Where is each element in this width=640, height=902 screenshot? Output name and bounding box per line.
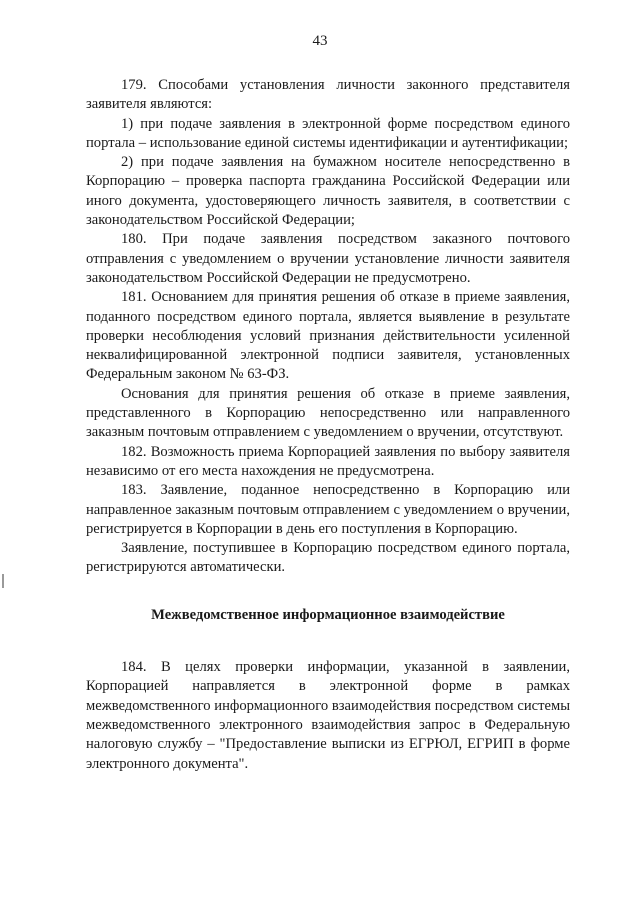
paragraph-181-continued: Основания для принятия решения об отказе в приеме заявления, представленного в Корпорацию непосредственно или направленного заказным почтовым отправлением с уведомлением о вручении, отсутствуют.	[86, 385, 570, 441]
paragraph-184: 184. В целях проверки информации, указанной в заявлении, Корпорацией направляется в электронной форме в рамках межведомственного информационного взаимодействия посредством системы межведомственного электронного взаимодействия запрос в Федеральную налоговую службу – "Предоставление выписки из ЕГРЮЛ, ЕГРИП в форме электронного документа".	[86, 659, 570, 772]
paragraph-179-item-2: 2) при подаче заявления на бумажном носителе непосредственно в Корпорацию – проверка паспорта гражданина Российской Федерации или иного документа, удостоверяющего личность заявителя, в соответствии с законодательством Российской Федерации;	[86, 154, 570, 229]
document-body	[86, 76, 570, 774]
page-number: 43	[312, 33, 328, 49]
section-heading: Межведомственное информационное взаимодействие	[151, 606, 505, 623]
paragraph-179-item-1: 1) при подаче заявления в электронной форме посредством единого портала – использование единой системы идентификации и аутентификации;	[86, 115, 570, 151]
paragraph-183-continued: Заявление, поступившее в Корпорацию посредством единого портала, регистрируются автоматически.	[86, 540, 570, 576]
scan-artifact-mark	[2, 574, 4, 588]
paragraph-180: 180. При подаче заявления посредством заказного почтового отправления с уведомлением о вручении установление личности заявителя законодательством Российской Федерации не предусмотрено.	[86, 231, 570, 286]
paragraph-183: 183. Заявление, поданное непосредственно в Корпорацию или направленное заказным почтовым отправлением с уведомлением о вручении, регистрируется в Корпорации в день его поступления в Корпорацию.	[86, 482, 570, 537]
paragraph-179: 179. Способами установления личности законного представителя заявителя являются:	[86, 77, 570, 113]
paragraph-182: 182. Возможность приема Корпорацией заявления по выбору заявителя независимо от его места нахождения не предусмотрена.	[86, 443, 570, 479]
paragraph-181: 181. Основанием для принятия решения об отказе в приеме заявления, поданного посредством единого портала, является выявление в результате проверки несоблюдения условий признания действительности усиленной неквалифицированной электронной подписи заявителя, установленных Федеральным законом № 63-ФЗ.	[86, 289, 570, 383]
